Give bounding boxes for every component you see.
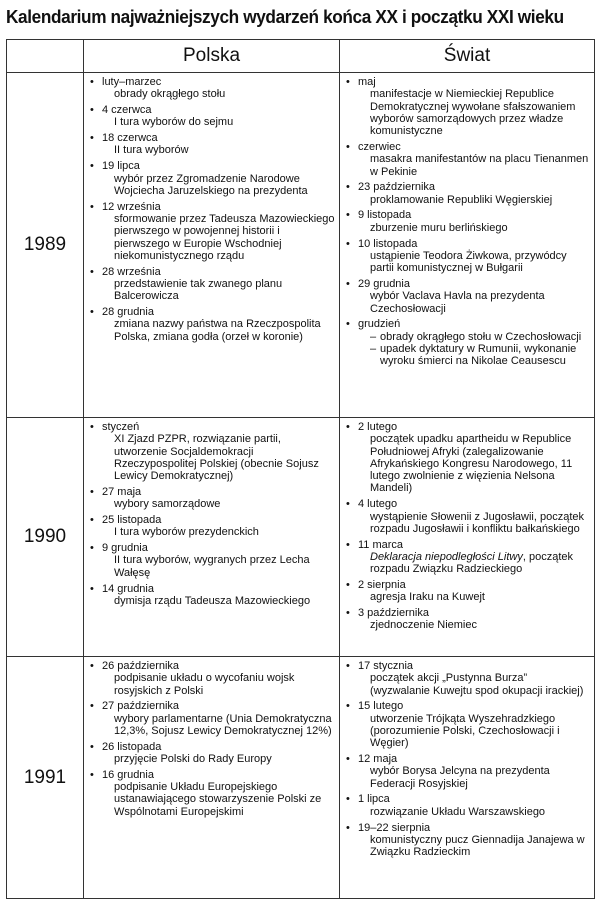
- event-date: 16 grudnia: [102, 768, 154, 781]
- bullet-icon: •: [90, 104, 94, 117]
- event-item: [346, 141, 590, 178]
- bullet-icon: •: [346, 421, 350, 433]
- event-item: [346, 660, 590, 697]
- bullet-icon: •: [90, 160, 94, 173]
- event-item: [346, 181, 590, 206]
- event-description: [358, 551, 590, 576]
- event-item: [346, 607, 590, 632]
- event-description-text: agresja Iraku na Kuwejt: [370, 591, 485, 604]
- event-item: [346, 318, 590, 367]
- event-item: [346, 700, 590, 749]
- table-row: [7, 73, 595, 418]
- event-description: [102, 554, 335, 579]
- event-description-text: sformowanie przez Tadeusza Mazowieckiego pierwszego w powojennej historii i pierwszego w Europie Wschodniej niekomunistycznego rządu: [114, 212, 335, 262]
- event-date: luty–marzec: [102, 76, 162, 88]
- event-date: 3 października: [358, 607, 429, 620]
- event-item: [346, 238, 590, 275]
- event-description: [102, 144, 335, 156]
- event-date: 2 lutego: [358, 421, 398, 433]
- event-date: 4 czerwca: [102, 104, 152, 117]
- event-date: 27 maja: [102, 485, 142, 498]
- event-description: [102, 213, 335, 262]
- bullet-icon: •: [90, 265, 94, 278]
- event-date: styczeń: [102, 421, 140, 433]
- event-item: [90, 306, 335, 343]
- calendar-table: [6, 39, 595, 899]
- event-description: [102, 173, 335, 198]
- event-item: [90, 104, 335, 129]
- event-description-text: wybór Vaclava Havla na prezydenta Czechosłowacji: [370, 290, 545, 315]
- event-description-text: wybory parlamentarne (Unia Demokratyczna 12,3%, Sojusz Lewicy Demokratycznej 12%): [114, 712, 332, 737]
- polska-cell: [84, 73, 340, 418]
- event-date: 15 lutego: [358, 700, 404, 713]
- event-description: [102, 753, 335, 765]
- event-item: [90, 542, 335, 579]
- event-item: [90, 741, 335, 766]
- event-description-text: proklamowanie Republiki Węgierskiej: [370, 193, 553, 206]
- event-date: 12 września: [102, 200, 161, 213]
- event-description-text: wystąpienie Słowenii z Jugosławii, początek rozpadu Jugosławii i konfliktu bałkańskiego: [370, 510, 584, 535]
- bullet-icon: •: [90, 132, 94, 145]
- event-description-text: przyjęcie Polski do Rady Europy: [114, 753, 272, 766]
- bullet-icon: •: [90, 76, 94, 88]
- event-description: [102, 116, 335, 128]
- event-date: 19–22 sierpnia: [358, 821, 431, 834]
- event-item: [90, 201, 335, 262]
- swiat-cell: [340, 73, 595, 418]
- bullet-icon: •: [90, 421, 94, 433]
- event-description-text: manifestacje w Niemieckiej Republice Demokratycznej wywołane sfałszowaniem wyborów samorządowych przez władze komunistyczne: [370, 88, 576, 138]
- event-date: 26 listopada: [102, 740, 162, 753]
- table-row: [7, 657, 595, 899]
- event-item: [346, 579, 590, 604]
- year-cell: 1989: [7, 73, 84, 418]
- event-description-text: podpisanie układu o wycofaniu wojsk rosyjskich z Polski: [114, 672, 295, 697]
- bullet-icon: •: [346, 181, 350, 194]
- event-description: [358, 153, 590, 178]
- page-title: Kalendarium najważniejszych wydarzeń końca XX i początku XXI wieku: [6, 6, 564, 27]
- header-swiat: Świat: [340, 40, 595, 73]
- event-item: [346, 421, 590, 495]
- year-cell: 1990: [7, 418, 84, 657]
- event-description-text: II tura wyborów, wygranych przez Lecha Wałęsę: [114, 554, 310, 579]
- event-list: [90, 421, 335, 607]
- event-description: [358, 290, 590, 315]
- event-item: [90, 76, 335, 101]
- bullet-icon: •: [90, 768, 94, 781]
- bullet-icon: •: [346, 209, 350, 222]
- event-description: [102, 595, 335, 607]
- event-date: 28 września: [102, 265, 161, 278]
- event-description-text: zmiana nazwy państwa na Rzeczpospolita Polska, zmiana godła (orzeł w koronie): [114, 318, 321, 343]
- event-description-text: podpisanie Układu Europejskiego ustanawiającego stowarzyszenie Polski ze Wspólnotami Europejskimi: [114, 781, 322, 818]
- event-description-text: początek upadku apartheidu w Republice Południowej Afryki (zalegalizowanie Afrykańskiego Kongresu Narodowego, 11 lutego zwolnienie z więzienia Nelsona Mandeli): [370, 433, 573, 495]
- table-header-row: [7, 40, 595, 73]
- event-date: 9 grudnia: [102, 542, 148, 555]
- event-item: [346, 209, 590, 234]
- event-description-text: XI Zjazd PZPR, rozwiązanie partii, utworzenie Socjaldemokracji Rzeczypospolitej Polskiej (obecnie Sojusz Lewicy Demokratycznej): [114, 433, 319, 483]
- event-date: 1 lipca: [358, 793, 390, 806]
- bullet-icon: •: [90, 740, 94, 753]
- bullet-icon: •: [90, 660, 94, 672]
- bullet-icon: •: [346, 579, 350, 592]
- bullet-icon: •: [346, 753, 350, 766]
- event-description: [102, 713, 335, 738]
- event-date: 29 grudnia: [358, 277, 410, 290]
- event-date: 28 grudnia: [102, 306, 154, 319]
- event-item: [346, 76, 590, 137]
- event-item: [90, 132, 335, 157]
- event-date: czerwiec: [358, 140, 401, 153]
- swiat-cell: [340, 418, 595, 657]
- event-item: [90, 700, 335, 737]
- event-description-text: wybory samorządowe: [114, 498, 221, 511]
- event-description-text: I tura wyborów do sejmu: [114, 116, 234, 129]
- event-description-text: I tura wyborów prezydenckich: [114, 526, 259, 539]
- polska-cell: [84, 657, 340, 899]
- event-description-text: przedstawienie tak zwanego planu Balcerowicza: [114, 277, 283, 303]
- bullet-icon: •: [90, 514, 94, 527]
- event-date: 12 maja: [358, 753, 398, 766]
- event-date: 25 listopada: [102, 514, 162, 527]
- bullet-icon: •: [90, 700, 94, 713]
- event-description: [102, 433, 335, 482]
- event-description-text: obrady okrągłego stołu: [114, 88, 226, 101]
- event-list: [90, 76, 335, 343]
- event-description-text: masakra manifestantów na placu Tienanmen w Pekinie: [370, 153, 589, 178]
- event-date: 27 października: [102, 700, 180, 713]
- event-date: 18 czerwca: [102, 132, 158, 145]
- bullet-icon: •: [346, 793, 350, 806]
- event-description-text: , początek rozpadu Związku Radzieckiego: [370, 550, 573, 576]
- sub-event-item: – obrady okrągłego stołu w Czechosłowacji: [370, 331, 590, 343]
- bullet-icon: •: [346, 277, 350, 290]
- bullet-icon: •: [346, 607, 350, 620]
- event-date: 9 listopada: [358, 209, 412, 222]
- bullet-icon: •: [346, 237, 350, 250]
- bullet-icon: •: [346, 140, 350, 153]
- event-date: 4 lutego: [358, 498, 398, 511]
- event-item: [346, 498, 590, 535]
- event-description: [358, 672, 590, 697]
- event-description-text: wybór przez Zgromadzenie Narodowe Wojciecha Jaruzelskiego na prezydenta: [114, 172, 308, 197]
- event-description: [358, 765, 590, 790]
- event-description: [358, 222, 590, 234]
- bullet-icon: •: [346, 318, 350, 331]
- bullet-icon: •: [346, 660, 350, 672]
- event-date: 11 marca: [358, 538, 404, 551]
- event-item: [90, 583, 335, 608]
- header-year: [7, 40, 84, 73]
- bullet-icon: •: [90, 306, 94, 319]
- event-item: [90, 769, 335, 818]
- event-description: [102, 781, 335, 818]
- bullet-icon: •: [90, 542, 94, 555]
- event-item: [90, 266, 335, 303]
- event-description: [102, 278, 335, 303]
- event-description-text: komunistyczny pucz Giennadija Janajewa w Związku Radzieckim: [370, 833, 585, 859]
- bullet-icon: •: [346, 498, 350, 511]
- bullet-icon: •: [90, 485, 94, 498]
- event-description-text: rozwiązanie Układu Warszawskiego: [370, 805, 546, 818]
- table-row: [7, 418, 595, 657]
- event-description-text: utworzenie Trójkąta Wyszehradzkiego (porozumienie Polski, Czechosłowacji i Węgier): [370, 712, 560, 750]
- event-description: [358, 591, 590, 603]
- event-item: [346, 278, 590, 315]
- event-list: [346, 660, 590, 858]
- event-description: [102, 526, 335, 538]
- event-date: 17 stycznia: [358, 660, 414, 672]
- event-item: [346, 539, 590, 576]
- event-date: maj: [358, 76, 376, 88]
- polska-cell: [84, 418, 340, 657]
- event-date: 19 lipca: [102, 160, 140, 173]
- event-item: [90, 514, 335, 539]
- bullet-icon: •: [90, 582, 94, 595]
- bullet-icon: •: [346, 700, 350, 713]
- event-item: [346, 822, 590, 859]
- event-date: 23 października: [358, 181, 436, 194]
- event-description-text: dymisja rządu Tadeusza Mazowieckiego: [114, 594, 311, 607]
- event-date: 2 sierpnia: [358, 579, 406, 592]
- event-description-text: zjednoczenie Niemiec: [370, 619, 477, 632]
- event-description-text: początek akcji „Pustynna Burza” (wyzwalanie Kuwejtu spod okupacji irackiej): [370, 672, 584, 697]
- event-description: [102, 88, 335, 100]
- event-description: [358, 194, 590, 206]
- event-description: [358, 834, 590, 859]
- event-date: 26 października: [102, 660, 180, 672]
- event-date: grudzień: [358, 318, 401, 331]
- event-description-text: wybór Borysa Jelcyna na prezydenta Federacji Rosyjskiej: [370, 765, 550, 790]
- event-item: [90, 486, 335, 511]
- event-description-text: II tura wyborów: [114, 144, 189, 157]
- event-item: [346, 793, 590, 818]
- event-list: [90, 660, 335, 818]
- event-description: [102, 318, 335, 343]
- event-description: [358, 806, 590, 818]
- event-list: [346, 421, 590, 632]
- event-description: [358, 433, 590, 494]
- event-date: 10 listopada: [358, 237, 418, 250]
- event-description: [358, 713, 590, 750]
- bullet-icon: •: [346, 538, 350, 551]
- sub-event-list: [358, 331, 590, 368]
- event-item: [90, 660, 335, 697]
- bullet-icon: •: [346, 821, 350, 834]
- bullet-icon: •: [90, 200, 94, 213]
- swiat-cell: [340, 657, 595, 899]
- header-polska: Polska: [84, 40, 340, 73]
- event-description-title: Deklaracja niepodległości Litwy: [370, 550, 523, 563]
- event-description: [102, 498, 335, 510]
- sub-event-item: – upadek dyktatury w Rumunii, wykonanie wyroku śmierci na Nikolae Ceausescu: [370, 343, 590, 368]
- event-description: [358, 250, 590, 275]
- event-description: [358, 619, 590, 631]
- bullet-icon: •: [346, 76, 350, 88]
- year-cell: 1991: [7, 657, 84, 899]
- event-item: [90, 160, 335, 197]
- event-item: [346, 753, 590, 790]
- event-description-text: zburzenie muru berlińskiego: [370, 221, 508, 234]
- event-description: [358, 511, 590, 536]
- event-item: [90, 421, 335, 482]
- event-description-text: ustąpienie Teodora Żiwkowa, przywódcy partii komunistycznej w Bułgarii: [370, 249, 567, 275]
- event-description: [358, 88, 590, 137]
- event-list: [346, 76, 590, 368]
- event-date: 14 grudnia: [102, 582, 154, 595]
- event-description: [102, 672, 335, 697]
